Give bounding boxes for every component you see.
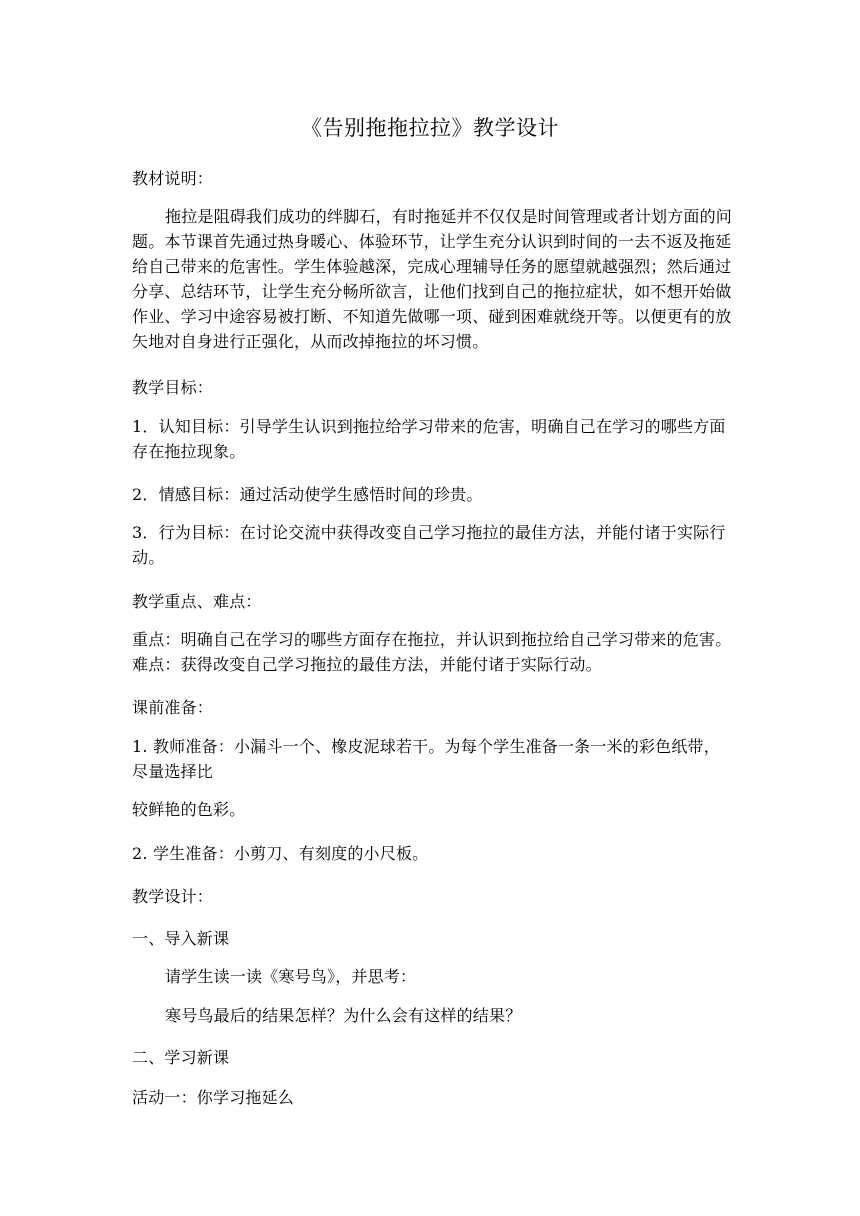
key-points-paragraph: 重点：明确自己在学习的哪些方面存在拖拉，并认识到拖拉给自己学习带来的危害。 难点：获得改变自己学习拖拉的最佳方法，并能付诸于实际行动。 <box>132 630 732 674</box>
part-1-instruction: 请学生读一读《寒号鸟》，并思考： <box>165 967 417 986</box>
activity-1-heading: 活动一：你学习拖延么 <box>132 1088 295 1107</box>
design-heading: 教学设计： <box>132 887 214 906</box>
goal-item-3: 3．行为目标：在讨论交流中获得改变自己学习拖拉的最佳方法，并能付诸于实际行动。 <box>132 523 726 567</box>
document-title: 《告别拖拖拉拉》教学设计 <box>301 116 559 140</box>
goal-item-1: 1．认知目标：引导学生认识到拖拉给学习带来的危害，明确自己在学习的哪些方面存在拖拉现象。 <box>132 417 726 461</box>
part-1-question: 寒号鸟最后的结果怎样？为什么会有这样的结果？ <box>165 1006 522 1025</box>
preparation-heading: 课前准备： <box>132 698 214 717</box>
goal-item-2: 2．情感目标：通过活动使学生感悟时间的珍贵。 <box>132 485 483 504</box>
part-2-heading: 二、学习新课 <box>132 1048 230 1067</box>
material-paragraph: 拖拉是阻碍我们成功的绊脚石，有时拖延并不仅仅是时间管理或者计划方面的问题。本节课首先通过热身暖心、体验环节，让学生充分认识到时间的一去不返及拖延给自己带来的危害性。学生体验越深，完成心理辅导任务的愿望就越强烈；然后通过分享、总结环节，让学生充分畅所欲言，让他们找到自己的拖拉症状，如不想开始做作业、学习中途容易被打断、不知道先做哪一项、碰到困难就绕开等。以便更有的放矢地对自身进行正强化，从而改掉拖拉的坏习惯。 <box>132 207 733 351</box>
material-heading: 教材说明： <box>132 169 214 188</box>
preparation-item-2: 2. 学生准备：小剪刀、有刻度的小尺板。 <box>132 844 429 863</box>
preparation-item-1: 1. 教师准备：小漏斗一个、橡皮泥球若干。为每个学生准备一条一米的彩色纸带，尽量选择比 <box>132 737 720 781</box>
goals-heading: 教学目标： <box>132 378 214 397</box>
part-1-heading: 一、导入新课 <box>132 929 230 948</box>
preparation-item-1-continued: 较鲜艳的色彩。 <box>132 800 246 819</box>
key-points-heading: 教学重点、难点： <box>132 592 262 611</box>
